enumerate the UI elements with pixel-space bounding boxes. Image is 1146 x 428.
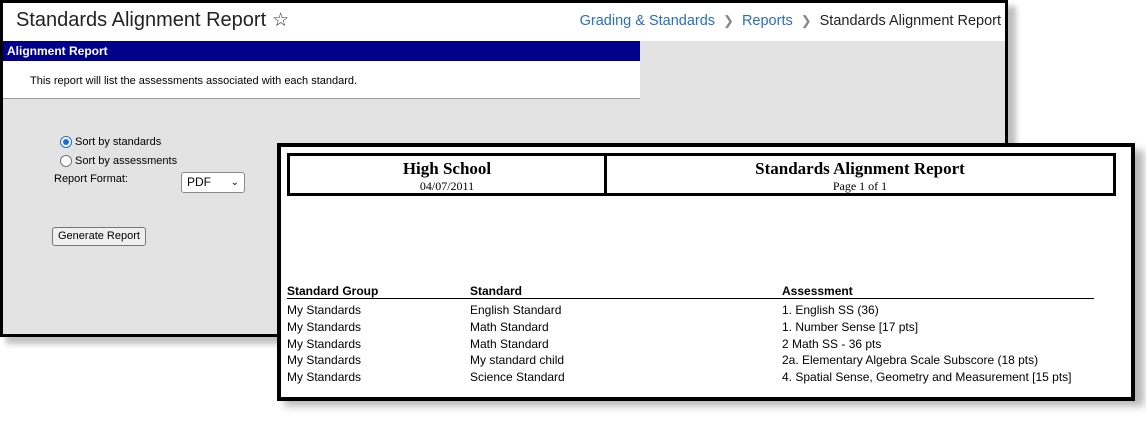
table-row [281,353,1131,370]
column-header-standard: Standard [470,284,523,298]
panel-body [3,61,640,99]
table-row [281,320,1131,337]
cell-standard: My standard child [470,353,565,368]
report-header-title [607,156,1113,193]
cell-standard: Math Standard [470,336,549,351]
table-row [281,337,1131,354]
sort-by-standards-radio[interactable] [60,136,72,148]
cell-standard: Math Standard [470,319,549,334]
cell-standard: Science Standard [470,370,565,385]
report-format-label: Report Format: [54,173,128,185]
report-format-select[interactable] [181,172,245,193]
report-header-school [290,156,607,193]
chevron-down-icon: ⌄ [230,177,239,188]
sort-by-standards-option[interactable] [60,136,161,148]
table-row [281,303,1131,320]
cell-assessment: 2a. Elementary Algebra Scale Subscore (18 pts) [782,353,1039,368]
chevron-right-icon: ❯ [800,13,812,28]
report-rows [281,303,1131,387]
page-title-text: Standards Alignment Report [16,9,267,31]
cell-assessment: 2 Math SS - 36 pts [782,336,882,351]
panel-description: This report will list the assessments associated with each standard. [30,75,358,87]
report-title: Standards Alignment Report [755,159,965,178]
report-header [287,153,1116,196]
cell-standard-group: My Standards [287,370,362,385]
cell-standard: English Standard [470,303,562,317]
cell-assessment: 1. English SS (36) [782,303,879,317]
cell-assessment: 1. Number Sense [17 pts] [782,319,919,334]
cell-assessment: 4. Spatial Sense, Geometry and Measurement [15 pts] [782,370,1072,385]
report-page-number: Page 1 of 1 [832,179,888,193]
chevron-right-icon: ❯ [723,13,734,28]
report-date: 04/07/2011 [419,179,475,193]
cell-standard-group: My Standards [287,336,362,351]
cell-standard-group: My Standards [287,319,362,334]
table-row [281,370,1131,387]
sort-by-assessments-label: Sort by assessments [75,155,178,167]
generate-report-button[interactable]: Generate Report [52,227,146,246]
star-icon[interactable]: ☆ [272,10,290,31]
sort-by-standards-label: Sort by standards [75,136,162,148]
column-header-standard-group: Standard Group [287,284,379,298]
breadcrumb-current: Standards Alignment Report [819,13,1001,29]
panel-header: Alignment Report [3,41,640,61]
breadcrumb [580,13,1001,29]
top-bar [3,3,1005,41]
breadcrumb-grading-standards[interactable]: Grading & Standards [579,13,716,29]
column-header-assessment: Assessment [782,284,853,298]
cell-standard-group: My Standards [287,303,362,317]
cell-standard-group: My Standards [287,353,362,368]
breadcrumb-reports[interactable]: Reports [741,13,793,29]
sort-by-assessments-radio[interactable] [60,155,72,167]
report-format-value: PDF [187,175,211,189]
sort-by-assessments-option[interactable] [60,155,177,167]
header-rule [287,298,1094,299]
report-school-name: High School [402,159,492,178]
report-preview [277,143,1135,401]
page-title [16,9,289,32]
